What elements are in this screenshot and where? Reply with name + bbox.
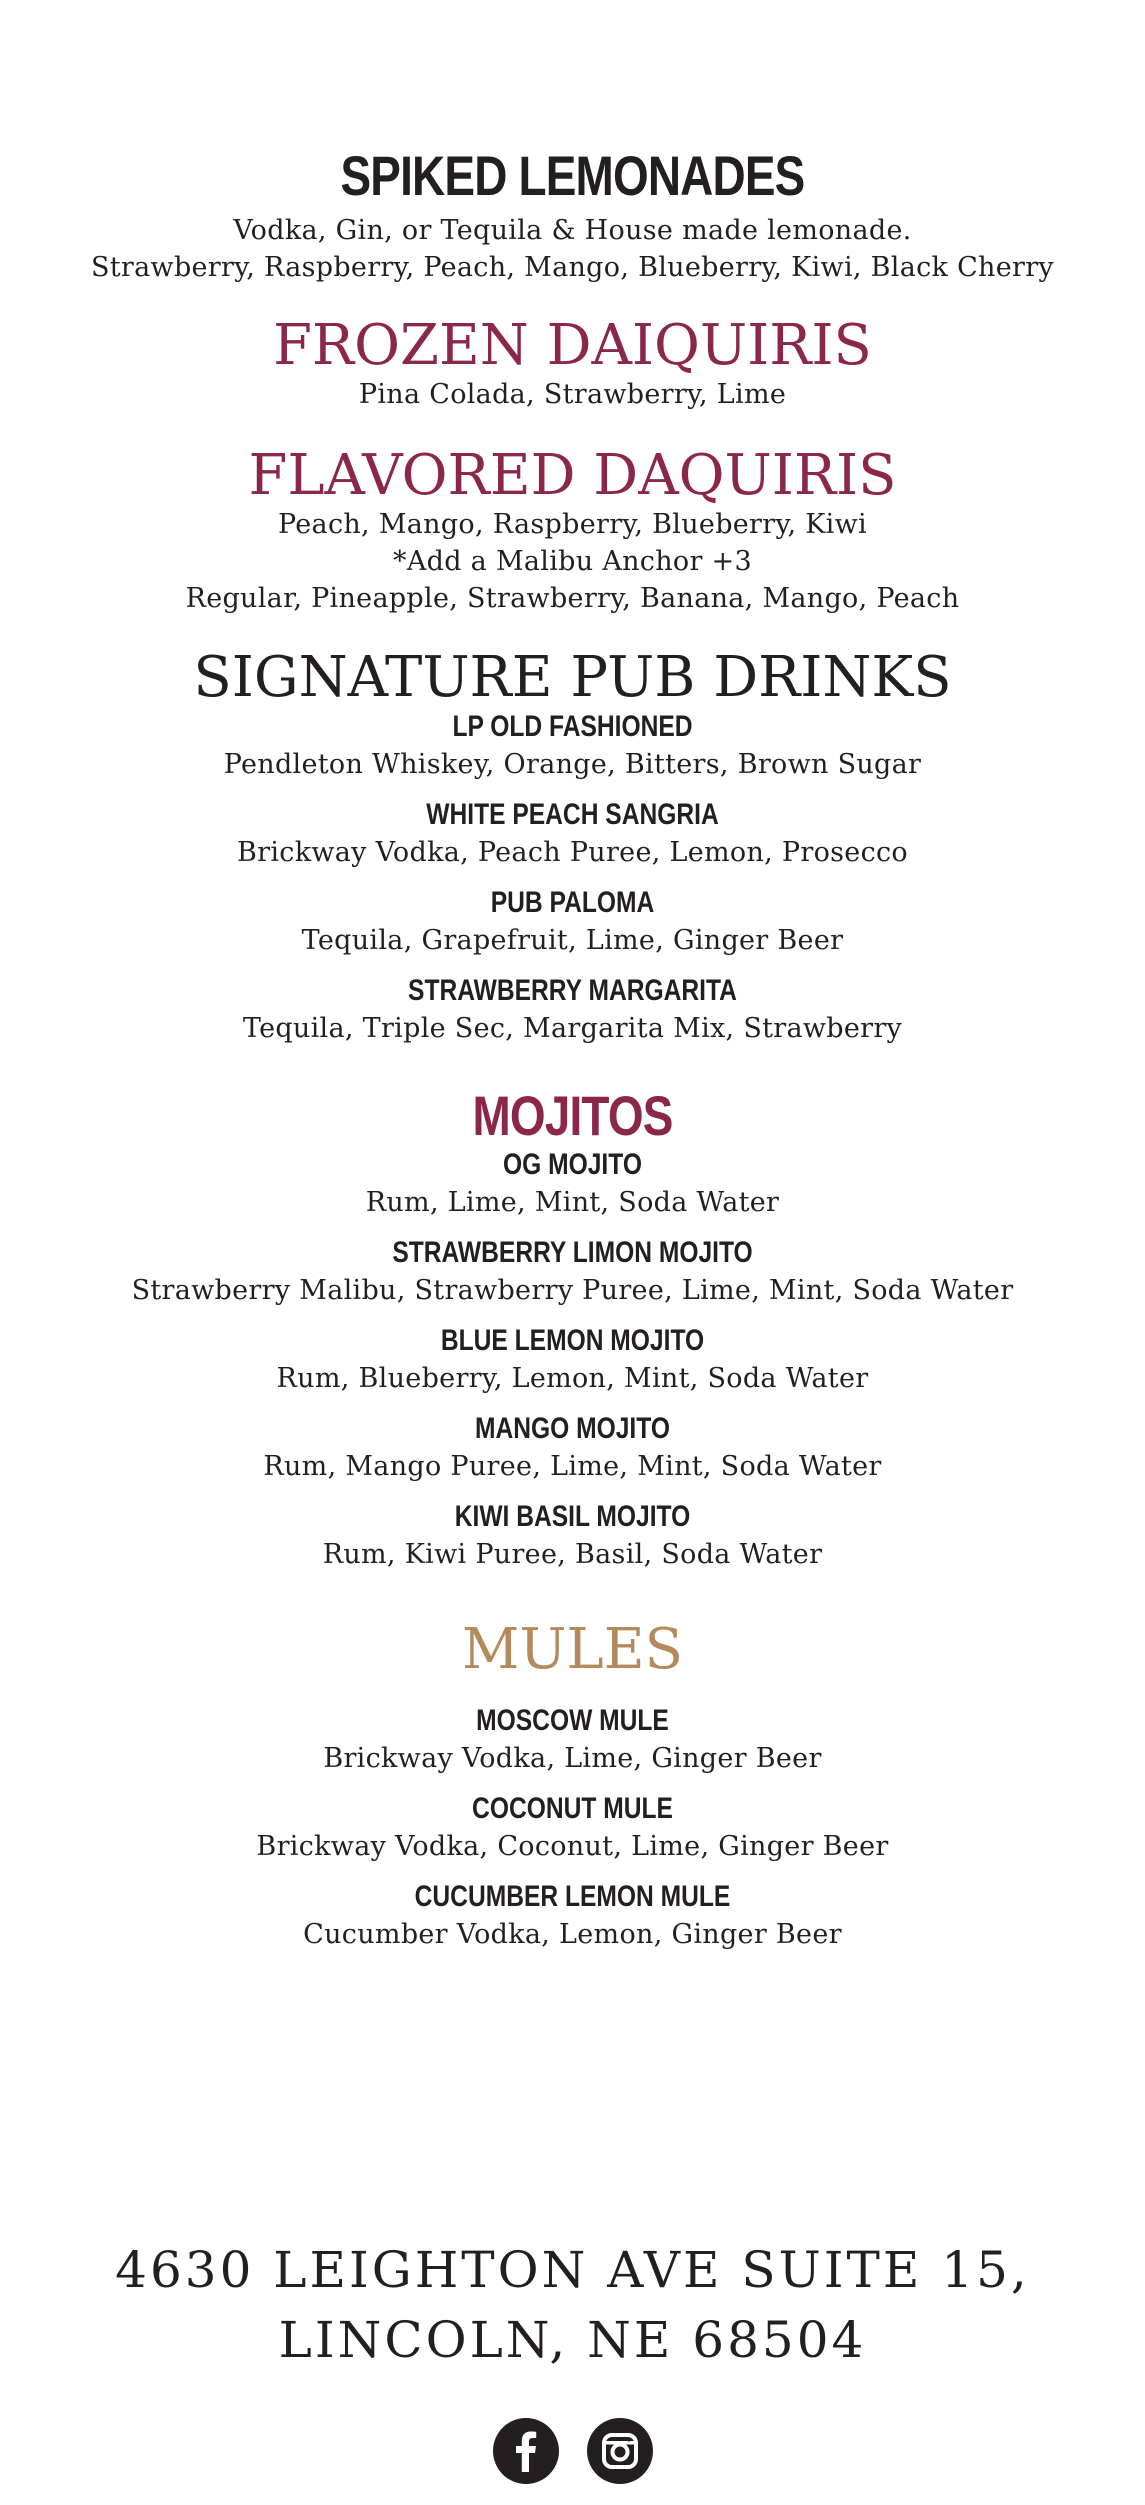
drink-name: WHITE PEACH SANGRIA (426, 798, 719, 831)
section-title: SIGNATURE PUB DRINKS (193, 645, 952, 710)
drink-item (0, 884, 1145, 960)
section-flavored-daquiris (0, 443, 1145, 617)
section-mules (0, 1617, 1145, 1966)
drink-name: OG MOJITO (503, 1148, 642, 1181)
address-block (0, 2235, 1145, 2375)
drink-name: STRAWBERRY LIMON MOJITO (392, 1236, 753, 1269)
drink-item (0, 1234, 1145, 1310)
section-title: MULES (462, 1617, 683, 1682)
address-line-2: LINCOLN, NE 68504 (278, 2311, 867, 2369)
section-description: Strawberry, Raspberry, Peach, Mango, Blueberry, Kiwi, Black Cherry (90, 252, 1054, 283)
drink-item (0, 1498, 1145, 1574)
facebook-icon[interactable] (493, 2418, 559, 2484)
drink-item (0, 1410, 1145, 1486)
section-description: Pina Colada, Strawberry, Lime (358, 379, 787, 410)
drink-item (0, 1702, 1145, 1778)
section-title: FROZEN DAIQUIRIS (273, 313, 872, 378)
drink-name: STRAWBERRY MARGARITA (408, 974, 737, 1007)
drink-item (0, 1146, 1145, 1222)
address-line-1: 4630 LEIGHTON AVE SUITE 15, (115, 2241, 1030, 2299)
drink-name: CUCUMBER LEMON MULE (414, 1880, 731, 1913)
drink-name: BLUE LEMON MOJITO (440, 1324, 705, 1357)
drink-name: KIWI BASIL MOJITO (454, 1500, 691, 1533)
section-description: Peach, Mango, Raspberry, Blueberry, Kiwi (278, 509, 867, 540)
drink-item (0, 708, 1145, 784)
drink-ingredients: Rum, Lime, Mint, Soda Water (365, 1187, 780, 1218)
drink-ingredients: Tequila, Grapefruit, Lime, Ginger Beer (301, 925, 844, 956)
drink-ingredients: Brickway Vodka, Coconut, Lime, Ginger Beer (256, 1831, 889, 1862)
section-spiked-lemonades (0, 146, 1145, 286)
drink-name: MANGO MOJITO (474, 1412, 670, 1445)
drink-ingredients: Rum, Kiwi Puree, Basil, Soda Water (322, 1539, 823, 1570)
section-title: SPIKED LEMONADES (340, 144, 805, 207)
drink-item (0, 1322, 1145, 1398)
social-links (0, 2418, 1145, 2484)
drink-item (0, 796, 1145, 872)
instagram-icon[interactable] (587, 2418, 653, 2484)
drink-ingredients: Brickway Vodka, Lime, Ginger Beer (323, 1743, 822, 1774)
drink-name: MOSCOW MULE (476, 1704, 669, 1737)
drink-ingredients: Tequila, Triple Sec, Margarita Mix, Strawberry (242, 1013, 903, 1044)
drink-item (0, 972, 1145, 1048)
section-description: *Add a Malibu Anchor +3 (393, 546, 752, 577)
section-title: FLAVORED DAQUIRIS (248, 443, 897, 508)
section-description: Vodka, Gin, or Tequila & House made lemonade. (233, 215, 912, 246)
drink-name: COCONUT MULE (472, 1792, 673, 1825)
drink-name: PUB PALOMA (490, 886, 655, 919)
drink-ingredients: Pendleton Whiskey, Orange, Bitters, Brown Sugar (223, 749, 922, 780)
drink-ingredients: Strawberry Malibu, Strawberry Puree, Lime, Mint, Soda Water (131, 1275, 1014, 1306)
drink-ingredients: Cucumber Vodka, Lemon, Ginger Beer (303, 1919, 842, 1950)
drink-item (0, 1790, 1145, 1866)
section-description: Regular, Pineapple, Strawberry, Banana, Mango, Peach (185, 583, 960, 614)
section-title: MOJITOS (472, 1084, 673, 1147)
section-frozen-daiquiris (0, 313, 1145, 413)
section-mojitos (0, 1086, 1145, 1586)
drink-ingredients: Brickway Vodka, Peach Puree, Lemon, Prosecco (237, 837, 908, 868)
section-signature-pub-drinks (0, 645, 1145, 1060)
drink-item (0, 1878, 1145, 1954)
drink-ingredients: Rum, Mango Puree, Lime, Mint, Soda Water (263, 1451, 882, 1482)
drink-ingredients: Rum, Blueberry, Lemon, Mint, Soda Water (276, 1363, 869, 1394)
drink-name: LP OLD FASHIONED (452, 710, 693, 743)
